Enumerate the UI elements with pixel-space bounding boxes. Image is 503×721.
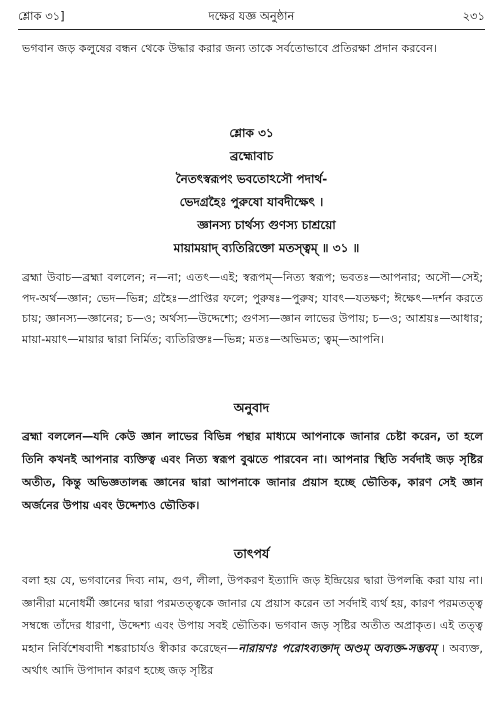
translation-heading: অনুবাদ (233, 400, 270, 415)
verse-line: জ্ঞানস্য চার্থস্য গুণস্য চাশ্রয়ো (197, 218, 336, 232)
verse-line: নৈতৎস্বরূপং ভবতোঽসৌ পদার্থ- (175, 172, 328, 186)
verse-line: মায়াময়াদ্ ব্যতিরিক্তো মতস্ত্বম্ ॥ ৩১ ॥ (173, 241, 360, 255)
page-number: ২৩১ (462, 8, 485, 23)
purport-quote: নারায়ণঃ পরোঽব্যক্তাদ্ অণ্ডম্ অব্যক্ত-সম্ভবম্ (238, 641, 437, 655)
purport-heading: তাৎপর্য (233, 546, 270, 561)
verse-speaker: ব্রহ্মোবাচ (229, 149, 274, 163)
header-chapter-title: দক্ষের যজ্ঞ অনুষ্ঠান (208, 8, 295, 23)
header-divider (18, 29, 485, 30)
header-verse-ref: শ্লোক ৩১] (18, 8, 65, 23)
page-header (18, 8, 485, 26)
purport-body: বলা হয় যে, ভগবানের দিব্য নাম, গুণ, লীলা, উপকরণ ইত্যাদি জড় ইন্দ্রিয়ের দ্বারা উপলব্ধি করা যায় না। জ্ঞানীরা মনোধর্মী জ্ঞানের দ্বারা পরমতত্ত্বকে জানার যে প্রয়াস করেন তা সর্বদাই ব্যর্থ হয়, কারণ পরমতত্ত্ব সম্বন্ধে তাঁদের ধারণা, উদ্দেশ্য এবং উপায় সবই ভৌতিক। ভগবান জড় সৃষ্টির অতীত অপ্রাকৃত। এই তত্ত্ব মহান নির্বিশেষবাদী শঙ্করাচার্যও স্বীকার করেছেন— (22, 574, 483, 655)
purport-text (22, 570, 483, 683)
intro-paragraph: ভগবান জড় কলুষের বন্ধন থেকে উদ্ধার করার জন্য তাকে সর্বতোভাবে প্রতিরক্ষা প্রদান করবেন। (22, 42, 437, 55)
verse-heading: শ্লোক ৩১ (229, 126, 274, 140)
verse-line: ভেদগ্রহৈঃ পুরুষো যাবদীক্ষেৎ । (179, 195, 324, 209)
translation-text: ব্রহ্মা বললেন—যদি কেউ জ্ঞান লাভের বিভিন্ন পন্থার মাধ্যমে আপনাকে জানার চেষ্টা করেন, তা হলে তিনি কখনই আপনার ব্যক্তিত্ব এবং নিত্য স্বরূপ বুঝতে পারবেন না। আপনার স্থিতি সর্বদাই জড় সৃষ্টির অতীত, কিন্তু অভিজ্ঞতালব্ধ জ্ঞানের দ্বারা আপনাকে জানার প্রয়াস হচ্ছে ভৌতিক, কারণ সেই জ্ঞান অর্জনের উপায় এবং উদ্দেশ্যও ভৌতিক। (22, 430, 483, 512)
word-meanings: ব্রহ্মা উবাচ—ব্রহ্মা বললেন; ন—না; এতৎ—এই; স্বরূপম্—নিত্য স্বরূপ; ভবতঃ—আপনার; অসৌ—সেই; পদ-অর্থ—জ্ঞান; ভেদ—ভিন্ন; গ্রহৈঃ—প্রাপ্তির ফলে; পুরুষঃ—পুরুষ; যাবৎ—যতক্ষণ; ঈক্ষেৎ—দর্শন করতে চায়; জ্ঞানস্য—জ্ঞানের; চ—ও; অর্থস্য—উদ্দেশ্যে; গুণস্য—জ্ঞান লাভের উপায়; চ—ও; আশ্রয়ঃ—আধার; মায়া-ময়াৎ—মায়ার দ্বারা নির্মিত; ব্যতিরিক্তঃ—ভিন্ন; মতঃ—অভিমত; ত্বম্—আপনি। (22, 271, 483, 346)
purport-tail: । অব্যক্ত, অর্থাৎ আদি উপাদান কারণ হচ্ছে জড় সৃষ্টির (22, 641, 483, 677)
verse-block (0, 122, 503, 260)
